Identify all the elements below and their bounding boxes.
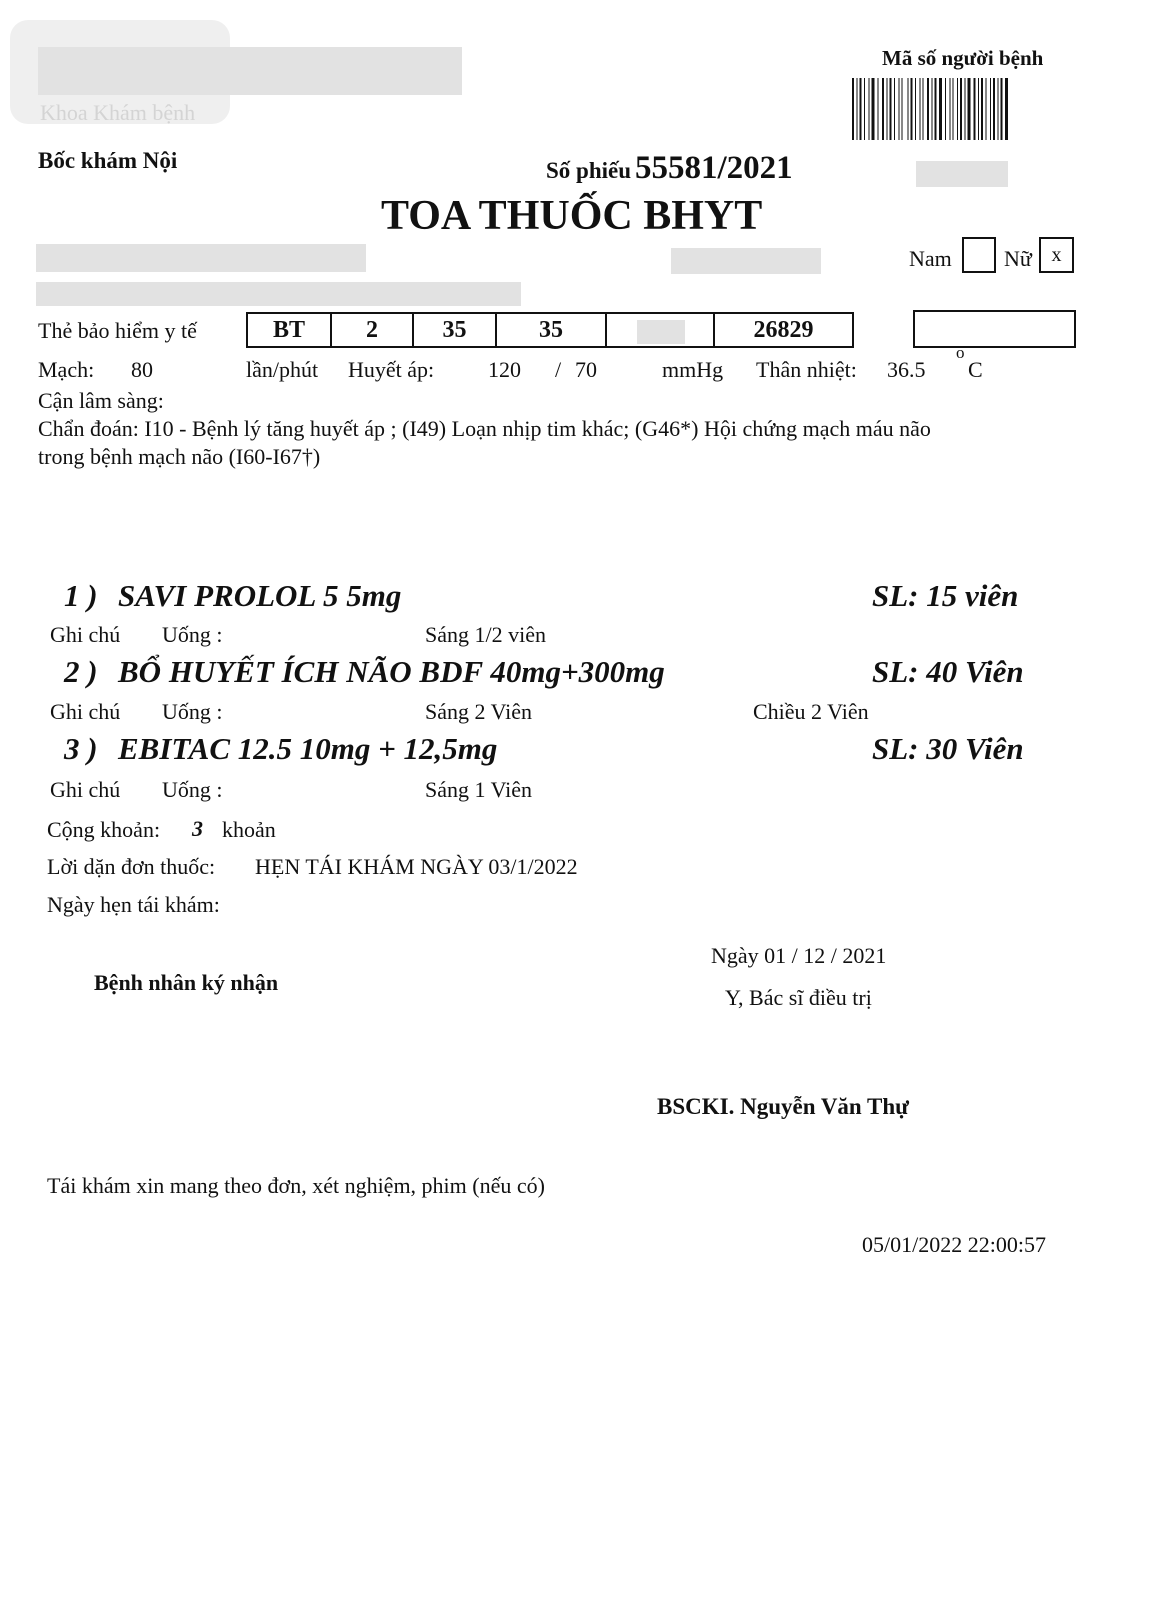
advice-label: Lời dặn đơn thuốc: xyxy=(47,854,216,879)
drug-index: 1 ) xyxy=(64,578,98,613)
printed-timestamp: 05/01/2022 22:00:57 xyxy=(862,1232,1046,1257)
drug-name: EBITAC 12.5 10mg + 12,5mg xyxy=(118,731,498,766)
pulse-value: 80 xyxy=(131,357,153,382)
barcode-bar xyxy=(993,78,995,140)
diagnosis-line-2: trong bệnh mạch não (I60-I67†) xyxy=(38,444,321,469)
advice-value: HẸN TÁI KHÁM NGÀY 03/1/2022 xyxy=(255,854,578,879)
signature-date: Ngày 01 / 12 / 2021 xyxy=(711,943,887,968)
insurance-label: Thẻ bảo hiểm y tế xyxy=(38,318,197,343)
barcode-bar xyxy=(1005,78,1008,140)
barcode-bar xyxy=(935,78,937,140)
gender-male-checkbox[interactable] xyxy=(962,237,996,273)
afternoon-dose: Chiều 2 Viên xyxy=(753,699,869,724)
pulse-unit: lần/phút xyxy=(246,357,319,382)
drug-quantity: SL: 30 Viên xyxy=(872,731,1024,766)
barcode-bar xyxy=(915,78,916,140)
barcode-bar xyxy=(894,78,895,140)
drug-quantity: SL: 15 viên xyxy=(872,578,1019,613)
barcode-bar xyxy=(953,78,954,140)
barcode-bar xyxy=(902,78,903,140)
ticket-number-row xyxy=(546,150,793,187)
morning-dose: Sáng 2 Viên xyxy=(425,699,533,724)
redacted-hospital-name xyxy=(38,47,462,95)
morning-dose: Sáng 1 Viên xyxy=(425,777,533,802)
note-label: Ghi chú xyxy=(50,622,121,647)
barcode-bar xyxy=(890,78,892,140)
temperature-unit: C xyxy=(968,357,983,382)
barcode-bar xyxy=(939,78,942,140)
barcode-bar xyxy=(960,78,962,140)
redacted-patient-address xyxy=(36,282,521,306)
drug-quantity: SL: 40 Viên xyxy=(872,654,1024,689)
clinic-name: Bốc khám Nội xyxy=(38,148,178,173)
temperature-value: 36.5 xyxy=(887,357,926,382)
barcode-bar xyxy=(957,78,958,140)
temperature-label: Thân nhiệt: xyxy=(756,357,857,382)
barcode-bar xyxy=(1001,78,1003,140)
redacted-patient-name xyxy=(36,244,366,272)
bp-label: Huyết áp: xyxy=(348,357,435,382)
barcode-bar xyxy=(923,78,924,140)
patient-id-label: Mã số người bệnh xyxy=(882,46,1044,70)
barcode-bar xyxy=(911,78,913,140)
route-label: Uống : xyxy=(162,777,223,802)
bp-separator: / xyxy=(555,357,562,382)
degree-symbol: o xyxy=(956,343,965,362)
total-items-unit: khoản xyxy=(222,817,276,842)
bp-diastolic: 70 xyxy=(575,357,597,382)
drug-name: SAVI PROLOL 5 5mg xyxy=(118,578,402,613)
bp-unit: mmHg xyxy=(662,357,724,382)
barcode-bar xyxy=(945,78,946,140)
barcode-bar xyxy=(869,78,870,140)
patient-signature-label: Bệnh nhân ký nhận xyxy=(94,970,279,995)
insurance-cell: 35 xyxy=(497,314,607,346)
barcode-bar xyxy=(878,78,879,140)
department-label: Khoa Khám bệnh xyxy=(40,100,196,125)
insurance-extra-box xyxy=(913,310,1076,348)
insurance-card-table xyxy=(246,312,854,348)
pulse-label: Mạch: xyxy=(38,357,95,382)
diagnosis-line-1: Chẩn đoán: I10 - Bệnh lý tăng huyết áp ; (I49) Loạn nhịp tim khác; (G46*) Hội chứng mạch máu não xyxy=(38,416,931,441)
barcode-bar xyxy=(990,78,991,140)
barcode-bar xyxy=(908,78,909,140)
gender-female-checkbox[interactable]: x xyxy=(1039,237,1074,273)
gender-female-label: Nữ xyxy=(1004,246,1032,271)
gender-male-label: Nam xyxy=(909,246,952,271)
doctor-role: Y, Bác sĩ điều trị xyxy=(725,985,872,1010)
barcode-bar xyxy=(852,78,854,140)
document-title: TOA THUỐC BHYT xyxy=(381,193,763,239)
barcode-bar xyxy=(950,78,951,140)
barcode-bar xyxy=(986,78,987,140)
barcode-bar xyxy=(978,78,979,140)
revisit-date-label: Ngày hẹn tái khám: xyxy=(47,892,220,917)
insurance-cell: BT xyxy=(248,314,332,346)
footer-note: Tái khám xin mang theo đơn, xét nghiệm, phim (nếu có) xyxy=(47,1173,545,1198)
redacted-card-digits xyxy=(637,320,685,344)
barcode-bar xyxy=(974,78,976,140)
morning-dose: Sáng 1/2 viên xyxy=(425,622,546,647)
barcode-bar xyxy=(887,78,888,140)
drug-index: 3 ) xyxy=(64,731,98,766)
note-label: Ghi chú xyxy=(50,777,121,802)
barcode-bar xyxy=(899,78,900,140)
total-items-count: 3 xyxy=(192,816,203,841)
redacted-patient-age xyxy=(671,248,821,274)
insurance-cell: 2 xyxy=(332,314,414,346)
bp-systolic: 120 xyxy=(488,357,521,382)
redacted-field-top-right xyxy=(916,161,1008,187)
barcode-bar xyxy=(981,78,983,140)
barcode-bar xyxy=(965,78,966,140)
barcode-bar xyxy=(872,78,875,140)
barcode-bar xyxy=(882,78,884,140)
route-label: Uống : xyxy=(162,699,223,724)
doctor-name: BSCKI. Nguyễn Văn Thự xyxy=(657,1094,909,1119)
barcode-bar xyxy=(920,78,921,140)
barcode-bar xyxy=(864,78,865,140)
route-label: Uống : xyxy=(162,622,223,647)
drug-name: BỔ HUYẾT ÍCH NÃO BDF 40mg+300mg xyxy=(118,654,665,689)
insurance-cell: 35 xyxy=(414,314,497,346)
total-items-label: Cộng khoản: xyxy=(47,817,161,842)
patient-barcode xyxy=(852,78,1078,140)
barcode-bar xyxy=(968,78,971,140)
barcode-bar xyxy=(998,78,999,140)
barcode-bar xyxy=(857,78,858,140)
paraclinical-label: Cận lâm sàng: xyxy=(38,388,164,413)
insurance-cell: 26829 xyxy=(753,316,814,343)
barcode-bar xyxy=(860,78,862,140)
drug-index: 2 ) xyxy=(64,654,98,689)
note-label: Ghi chú xyxy=(50,699,121,724)
barcode-bar xyxy=(927,78,929,140)
ticket-number: 55581/2021 xyxy=(635,150,793,186)
ticket-label: Số phiếu xyxy=(546,158,632,183)
barcode-bar xyxy=(932,78,933,140)
insurance-cell-redacted xyxy=(607,314,715,346)
